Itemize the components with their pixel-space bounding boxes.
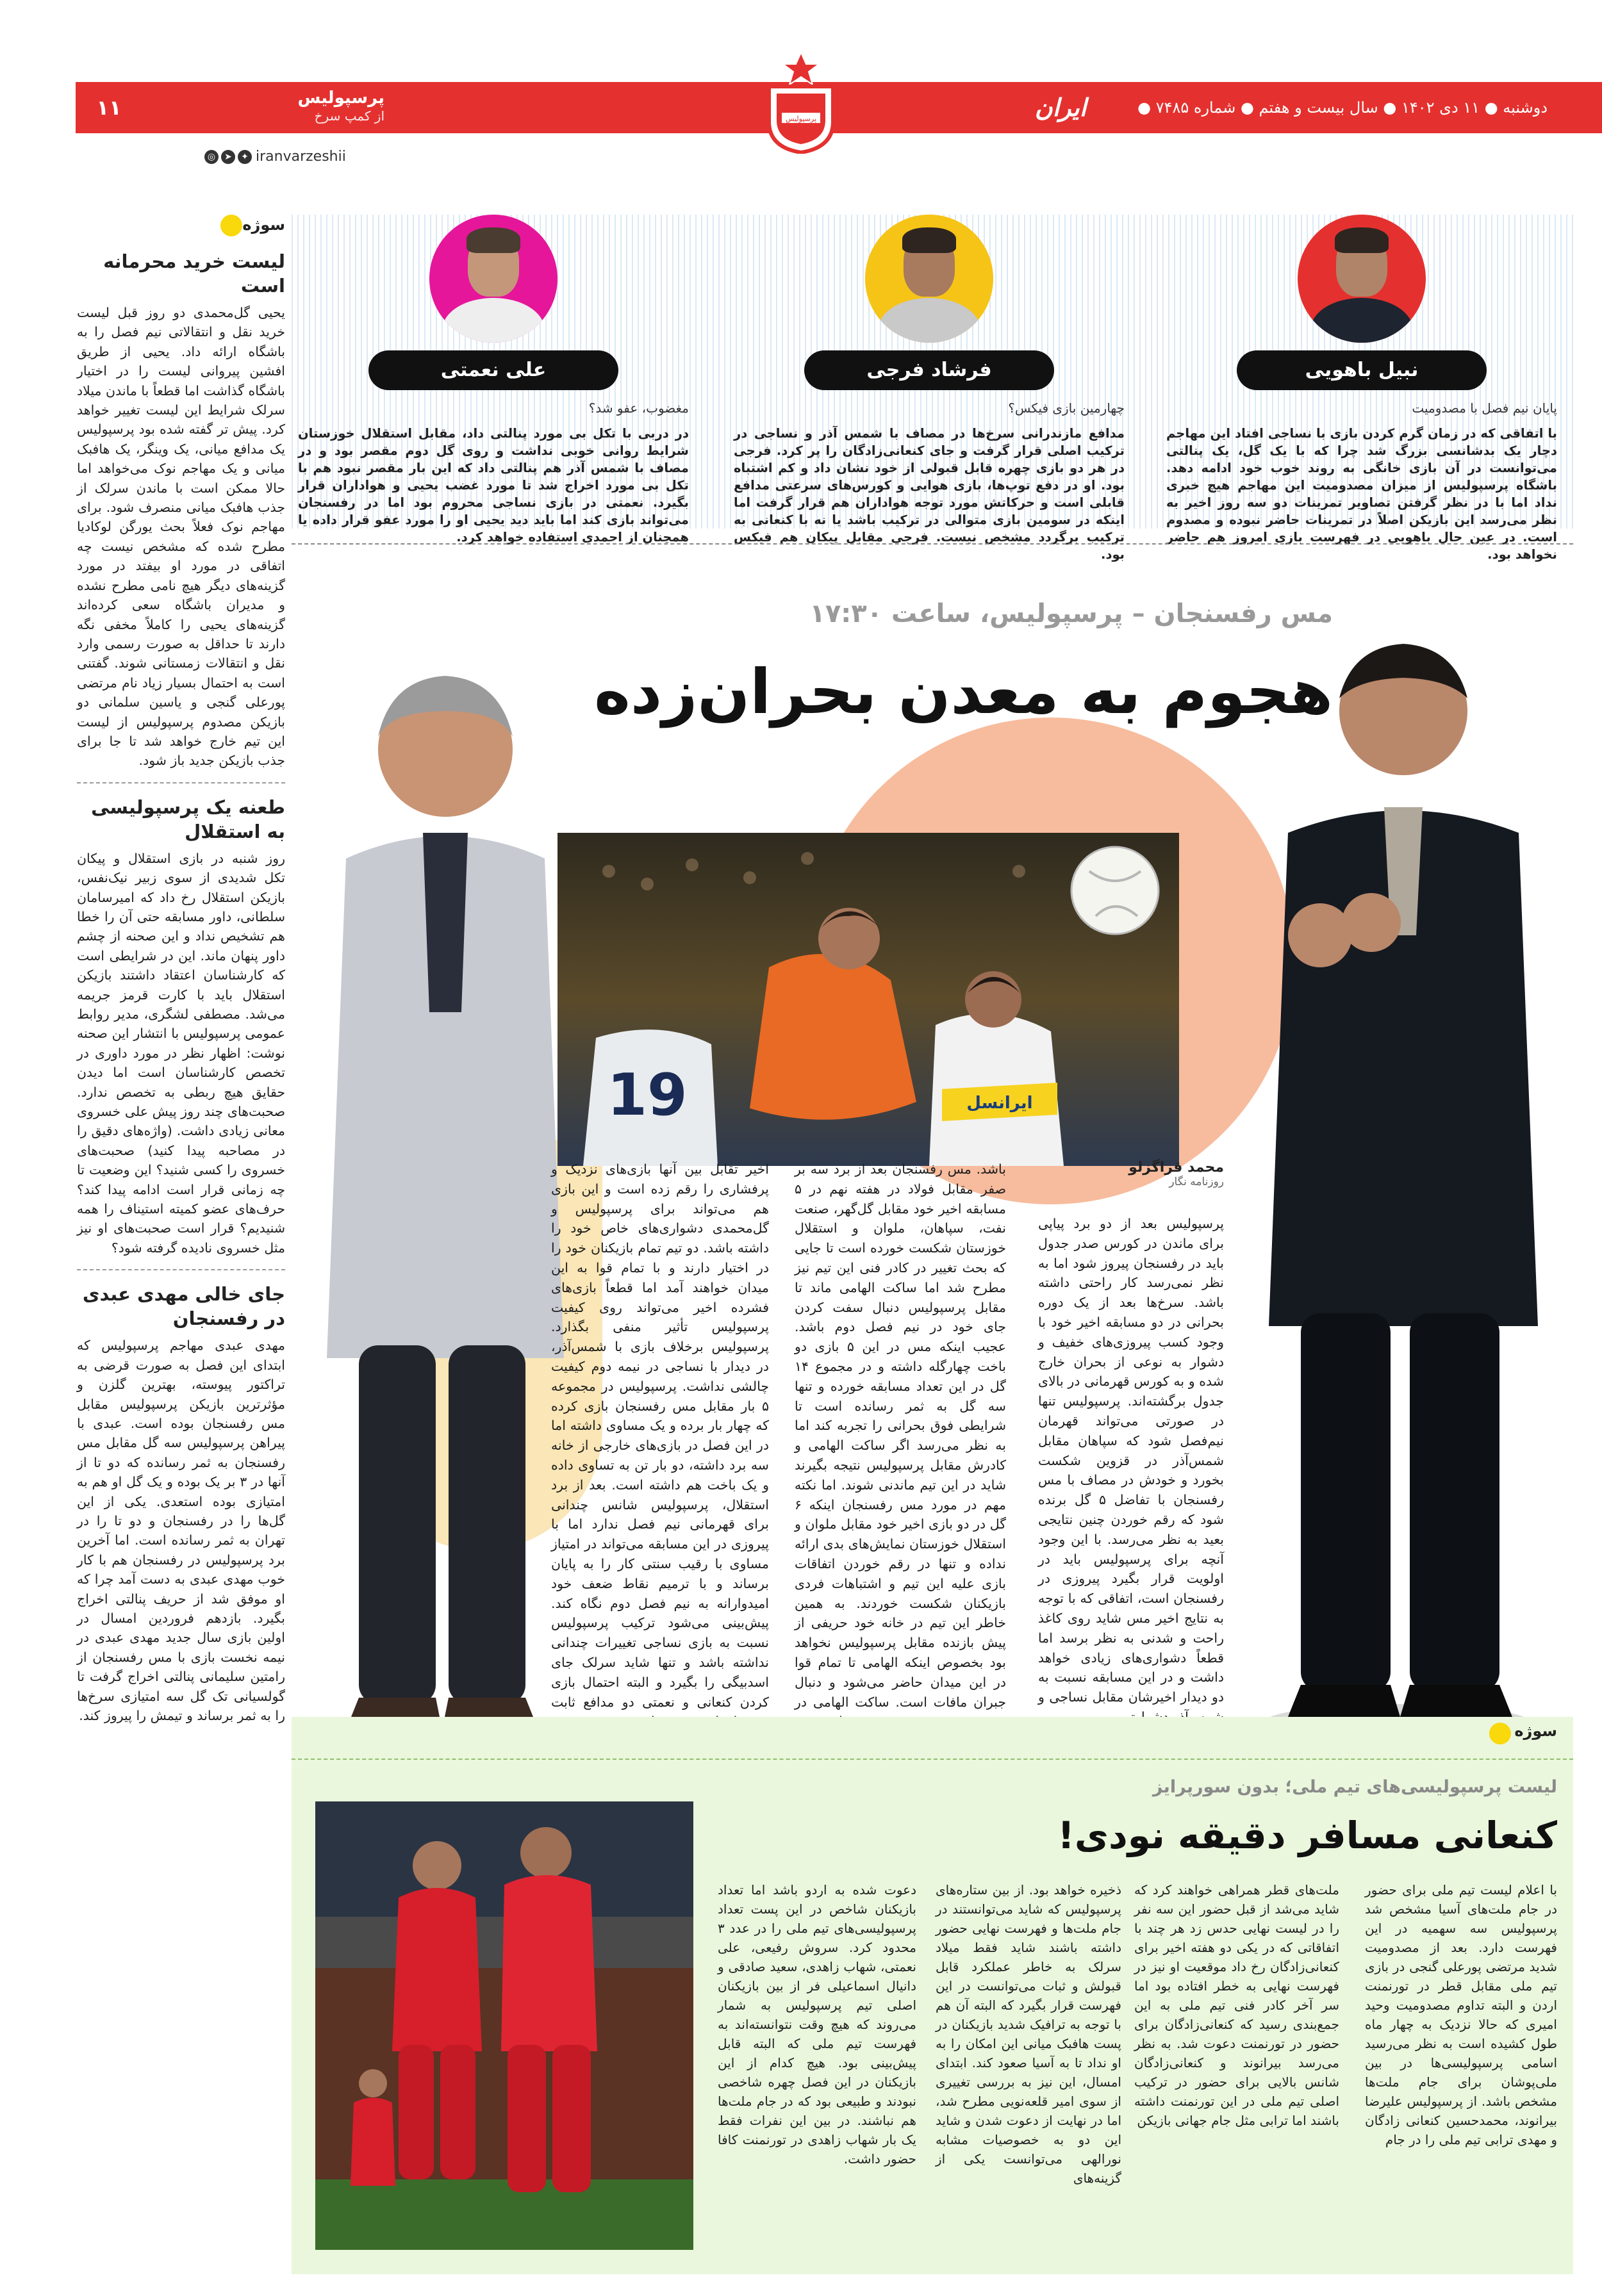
player-text: با اتفاقی که در زمان گرم کردن بازی با نساجی افتاد این مهاجم دچار یک بدشانسی بزرگ شد چرا که با یک گل، یک پنالتی می‌توانست در آن بازی خانگی به روند خوب خود ادامه دهد. باشگاه پرسپولیس از میزان مصدومیت این مهاجم هیچ خبری نداد اما با در نظر گرفتن تصاویر تمرینات دو سه روز اخیر به نظر می‌رسد این بازیکن اصلاً در تمرینات حاضر نبوده و مصدوم است. در عین حال باهویی در فهرست بازی امروز هم حاضر نخواهد بود. (1166, 426, 1557, 562)
jersey-sponsor: ایرانسل (966, 1094, 1033, 1113)
instagram-icon[interactable]: ◎ (204, 150, 219, 164)
divider (292, 543, 1573, 545)
bottom-column: ذخیره خواهد بود. از بین ستاره‌های پرسپولیس که شاید می‌توانستند در جام ملت‌ها و فهرست نهایی حضور داشته باشند شاید فقط میلاد سرلک به خاطر عملکرد قابل قبولش و ثبات می‌توانست در این فهرست قرار بگیرد که البته آن هم با توجه به ترافیک شدید بازیکنان در پست هافبک میانی این امکان را به او نداد تا به آسیا صعود کند. ابتدای امسال، این نیز به بررسی تغییری از سوی امیر قلعه‌نویی مطرح شد، اما در نهایت از دعوت شدن و شاید این دو به خصوصیات مشابه نورالهی می‌توانست یکی از گزینه‌های (936, 1882, 1121, 2186)
training-photo (315, 1801, 693, 2250)
divider (77, 782, 285, 783)
story-body: مهدی عبدی مهاجم پرسپولیس که ابتدای این فصل به صورت قرضی به تراکتور پیوسته، بهترین گلزن و مؤثرترین بازیکن پرسپولیس مقابل مس رفسنجان بوده است. عبدی با پیراهن پرسپولیس سه گل مقابل مس رفسنجان به ثمر رسانده که دو تا از آنها در ۳ بر یک بوده و یک گل او هم به امتیازی بوده استعدی. یکی از این گل‌ها را در رفسنجان و دو تا را در تهران به ثمر رسانده است. اما آخرین برد پرسپولیس در رفسنجان هم با کار خوب مهدی عبدی به دست آمد چرا که او موفق شد از حریف پنالتی اخراج بگیرد. بازدهم فروردین امسال در اولین بازی سال جدید مهدی عبدی در نیمه نخست بازی با مس رفسنجان از رامتین سلیمانی پنالتی اخراج گرفت تا گولسیانی تک گل سه امتیازی سرخ‌ها را به ثمر برساند و تیمش را پیروز کند. (77, 1338, 285, 1723)
divider (77, 1269, 285, 1270)
bottom-kicker (1461, 1722, 1557, 1748)
article-column: پرسپولیس بعد از دو برد پیاپی برای ماندن در کورس صدر جدول باید در رفسنجان پیروز شود اما به نظر نمی‌رسد کار راحتی داشته باشد. سرخ‌ها بعد از یک دوره بحرانی در دو مسابقه اخیر خود با وجود کسب پیروزی‌های خفیف و دشوار به نوعی از بحران خارج شده و به کورس قهرمانی در بالای جدول برگشته‌اند. پرسپولیس تنها در صورتی می‌تواند قهرمان نیم‌فصل شود که سپاهان مقابل شمس‌آذر در قزوین شکست بخورد و خودش در مصاف با مس رفسنجان با تفاضل ۵ گل برنده شود که رقم خوردن چنین نتایجی بعید به نظر می‌رسد. با این وجود آنچه برای پرسپولیس باید در اولویت قرار بگیرد پیروزی در رفسنجان است، اتفاقی که با توجه به نتایج اخیر مس شاید روی کاغذ راحت و شدنی به نظر برسد اما قطعاً دشواری‌های زیادی خواهد داشت و در این مسابقه نسبت به دو دیدار اخیرشان مقابل نساجی و (1038, 1216, 1224, 1705)
jersey-number: 19 (607, 1062, 688, 1129)
story-title: طعنه یک پرسپولیسی به استقلال (91, 796, 285, 842)
section-title: پرسپولیس (297, 88, 384, 108)
persepolis-crest-icon (763, 51, 839, 154)
dateline: دوشنبه ● ۱۱ دی ۱۴۰۲ ● سال بیست و هفتم ● شماره ۷۴۸۵ ● (1137, 99, 1548, 117)
main-headline: هجوم به معدن بحران‌زده (594, 656, 1333, 728)
kicker-dot-icon (1489, 1723, 1511, 1744)
match-photo (557, 833, 1179, 1166)
player-card (1166, 215, 1557, 562)
bottom-column: ملت‌های قطر همراهی خواهند کرد که شاید می‌شد از قبل حضور این سه نفر را در لیست نهایی حدس زد هر چند با اتفاقاتی که در یکی دو هفته اخیر برای کنعانی‌زادگان رخ داد موقعیت او نیز در فهرست نهایی به خطر افتاده بود اما سر آخر کادر فنی تیم ملی به این جمع‌بندی رسید که کنعانی‌زادگان برای حضور در تورنمنت دعوت شد. به نظر می‌رسد بیرانوند و کنعانی‌زادگان شانس بالایی برای حضور در ترکیب اصلی تیم ملی در این تورنمنت داشته باشند اما ترابی مثل جام جهانی بازیکن (1134, 1882, 1339, 2128)
byline (1019, 1160, 1224, 1198)
player-subtitle: پایان نیم فصل با مصدومیت (1412, 400, 1557, 416)
player-card (298, 215, 689, 545)
main-subtitle: مس رفسنجان – پرسپولیس، ساعت ۱۷:۳۰ (809, 599, 1333, 628)
player-name: علی نعمتی (368, 350, 618, 390)
coach-right-photo (1243, 602, 1551, 1749)
twitter-icon[interactable]: ✦ (238, 150, 252, 164)
telegram-icon[interactable]: ➤ (221, 150, 235, 164)
player-text: مدافع مازندرانی سرخ‌ها در مصاف با شمس آذر و نساجی در ترکیب اصلی قرار گرفت و جای کنعانی‌زادگان را پر کرد. فرجی در هر دو بازی چهره قابل قبولی از خود نشان داد و کم اشتباه بود. او در دفع توپ‌ها، بازی هوایی و کورس‌های سرعتی مدافع قابلی است و حرکاتش مورد توجه هواداران هم قرار گرفت اما اینکه در سومین بازی متوالی در ترکیب باشد یا نه با کنعانی به ترکیب برگردد مشخص نیست. فرجی مقابل پیکان هم فیکس بود. (734, 426, 1125, 562)
story-body: روز شنبه در بازی استقلال و پیکان تکل شدیدی از سوی زبیر نیک‌نفس، بازیکن استقلال رخ داد که امیرسامان سلطانی، داور مسابقه حتی آن را خطا هم تشخیص نداد و این صحنه از چشم داور پنهان ماند. این در شرایطی است که کارشناسان اعتقاد داشتند بازیکن استقلال باید با کارت قرمز جریمه می‌شد. مصطفی لشگری، مدیر روابط عمومی پرسپولیس با انتشار این صحنه نوشت: اظهار نظر در مورد داوری در تخصص کارشناسان است اما دیدن حقایق هیچ ربطی به تخصص ندارد. صحبت‌های چند روز پیش علی خسروی معانی زیادی داشت. (واژه‌های دقیق را در مصاحبه پیدا کنید) صحبت‌های خسروی را کسی شنید؟ این وضعیت تا چه زمانی قرار است ادامه پیدا کند؟ حرف‌های عضو کمیته استیناف را همه شنیدیم؟ قرار است صحبت‌های او نیز مثل خسروی نادیده گرفته شود؟ (77, 850, 285, 1256)
story-title: جای خالی مهدی عبدی در رفسنجان (82, 1283, 285, 1330)
story-body: یحیی گل‌محمدی دو روز قبل لیست خرید نقل و انتقالاتی نیم فصل را به باشگاه ارائه داد. یحیی از طریق افشین پیروانی لیست را در اختیار باشگاه گذاشت اما قطعاً با ماندن میلاد سرلک شرایط این لیست تغییر خواهد کرد. پیش تر گفته شده بود پرسپولیس یک مدافع میانی، یک وینگر، یک هافبک میانی و یک مهاجم نوک می‌خواهد اما حالا ممکن است با ماندن سرلک از جذب هافبک میانی منصرف شود. برای مهاجم نوک فعلاً بحث یورگن لوکادیا مطرح شده که مشخص نیست چه اتفاقی در مورد او بیفتد در مورد گزینه‌های دیگر هیچ نامی مطرح نشده و مدیران باشگاه سعی کرده‌اند گزینه‌های یحیی را کاملاً مخفی نگه دارند تا حداقل به صورت رسمی وارد نقل و انتقالات زمستانی شوند. گفتنی است به احتمال بسیار زیاد نام مرتضی پورعلی گنجی و یاسین سلمانی دو بازیکن مصدوم پرسپولیس از لیست این تیم خارج خواهد شد تا جا برای جذب بازیکن جدید باز شود. (77, 305, 285, 769)
author-name: محمد قراگزلو (1128, 1160, 1224, 1176)
story-title: لیست خرید محرمانه است (103, 250, 285, 297)
left-kicker-label: سوژه (242, 216, 285, 234)
players-band (292, 215, 1573, 562)
coach-left-photo (308, 653, 577, 1768)
player-subtitle: چهارمین بازی فیکس؟ (1008, 400, 1125, 416)
newspaper-logo: ایران ورزشی (1022, 94, 1099, 160)
bottom-column: با اعلام لیست تیم ملی برای حضور در جام ملت‌های آسیا مشخص شد پرسپولیس سه سهمیه در این فهرست دارد. بعد از مصدومیت شدید مرتضی پورعلی گنجی در بازی تیم ملی مقابل قطر در تورنمنت اردن و البته تداوم مصدومیت وحید امیری که حالا نزدیک به چهار ماه طول کشیده است به نظر می‌رسید اسامی پرسپولیسی‌ها در بین ملی‌پوشان برای جام ملت‌ها مشخص باشد. از پرسپولیس علیرضا بیرانوند، محمدحسین کنعانی زادگان و مهدی ترابی تیم ملی را در جام (1365, 1882, 1557, 2147)
player-avatar (1298, 215, 1426, 343)
bottom-subtitle: لیست پرسپولیسی‌های تیم ملی؛ بدون سورپرایز (1152, 1777, 1557, 1797)
player-name: نبیل باهویی (1237, 350, 1487, 390)
article-column: اخیر تقابل بین آنها بازی‌های نزدیک و پرفشاری را رقم زده است و این بازی هم می‌تواند برای پرسپولیس و گل‌محمدی دشواری‌های خاص خود را داشته باشد. دو تیم تمام بازیکنان خود را در اختیار دارند و با تمام قوا به این میدان خواهند آمد اما قطعاً بازی‌های فشرده اخیر می‌تواند روی کیفیت پرسپولیس تأثیر منفی بگذارد. پرسپولیس برخلاف بازی با شمس‌آذر، در دیدار با نساجی در نیمه دوم کیفیت چالشی نداشت. پرسپولیس در مجموعه ۵ بار مقابل مس رفسنجان بازی کرده که چهار بار برده و یک مساوی داشته اما در این فصل در بازی‌های خارجی از خانه سه برد داشته، دو بار تن به تساوی داده و یک باخت هم داشته است. بعد از برد استقلال، پرسپولیس شانس چندانی برای قهرمانی نیم فصل ندارد اما با پیروزی در این مسابقه می‌تواند در امتیاز مساوی با رقیب سنتی کار را به پایان برساند و با ترمیم نقاط ضعف خود امیدوارانه به نیم فصل دوم نگاه کند. پیش‌بینی می‌شود ترکیب پرسپولیس نسبت به بازی نساجی تغییرات چندانی نداشته باشد و تنها شاید سرلک جای اسدبیگی را بگیرد و البته احتمال بازی کردن کنعانی و نعمتی دو مدافع ثابت (551, 1161, 769, 1710)
article-column: باشد. مس رفسنجان بعد از برد سه بر صفر مقابل فولاد در هفته نهم در ۵ مسابقه اخیر خود مقابل گل‌گهر، صنعت نفت، سپاهان، ملوان و استقلال خوزستان شکست خورده است تا جایی که بحث تغییر در کادر فنی این تیم نیز مطرح شد اما ساکت الهامی ماند تا مقابل پرسپولیس دنبال سفت کردن جای خود در نیم فصل دوم باشد. عجیب اینکه مس در این ۵ بازی دو باخت چهارگله داشته و در مجموع ۱۴ گل در این تعداد مسابقه خورده و تنها سه گل به ثمر رسانده است تا شرایطی فوق بحرانی را تجربه کند اما به نظر می‌رسد اگر ساکت الهامی و کادرش مقابل پرسپولیس نتیجه بگیرند شاید در این تیم ماندنی شوند. اما نکته مهم در مورد مس رفسنجان اینکه ۶ گل در دو بازی اخیر خود مقابل ملوان و استقلال خوزستان نمایش‌های بدی ارائه نداده و تنها در رقم خوردن اتفاقات بازی علیه این تیم و اشتباهات فردی بازیکنان شکست خوردند. به همین خاطر این تیم در خانه خود حریفی از پیش بازنده مقابل پرسپولیس نخواهد بود بخصوص اینکه الهامی تا تمام قوا در این میدان حاضر می‌شود و دنبال جبران مافات است. ساکت الهامی در (795, 1161, 1006, 1710)
left-column (77, 215, 285, 1723)
page-number: ۱۱ (96, 95, 122, 120)
author-role: روزنامه نگار (1169, 1176, 1224, 1188)
divider (292, 1759, 1573, 1760)
bottom-headline: کنعانی مسافر دقیقه نودی! (1057, 1814, 1557, 1857)
social-links (202, 149, 381, 172)
player-subtitle: مغضوب، عفو شد؟ (588, 400, 689, 416)
kicker-dot-icon (220, 215, 242, 236)
player-avatar (865, 215, 993, 343)
player-card (734, 215, 1125, 562)
bottom-kicker-label: سوژه (1514, 1722, 1557, 1740)
player-text: در دربی با تکل بی مورد پنالتی داد، مقابل استقلال خوزستان شرایط روانی خوبی نداشت و روی گل دوم مقصر بود و در مصاف با شمس آذر هم پنالتی داد که این بار مقصر نبود هم با تکل بی مورد اخراج شد تا مورد غضب یحیی و هواداران قرار بگیرد. نعمتی در بازی نساجی محروم بود اما در رفسنجان می‌تواند بازی کند اما باید دید یحیی او را مورد عفو قرار داده یا همچنان از احمدی استفاده خواهد کرد. (298, 426, 689, 545)
player-avatar (429, 215, 557, 343)
player-name: فرشاد فرجی (804, 350, 1054, 390)
bottom-column: دعوت شده به اردو باشد اما تعداد بازیکنان شاخص در این پست تعداد پرسپولیسی‌های تیم ملی را در عدد ۳ محدود کرد. سروش رفیعی، علی نعمتی، شهاب زاهدی، سعید صادقی و دانیال اسماعیلی فر از بین بازیکنان اصلی تیم پرسپولیس به شمار می‌روند که هیچ وقت نتوانسته‌اند به فهرست تیم ملی که البته قابل پیش‌بینی بود. هیچ کدام از این بازیکنان در این فصل چهره شاخصی نبودند و طبیعی بود که در جام ملت‌ها هم نباشند. در بین این نفرات فقط یک بار شهاب زاهدی در تورنمنت کافا حضور داشت. (718, 1882, 916, 2167)
left-kicker (77, 215, 285, 238)
section-subtitle: از کمپ سرخ (314, 108, 384, 124)
section-label (192, 88, 384, 127)
social-handle[interactable]: iranvarzeshii (256, 149, 346, 165)
crest-text: پرسپولیس (785, 115, 817, 123)
